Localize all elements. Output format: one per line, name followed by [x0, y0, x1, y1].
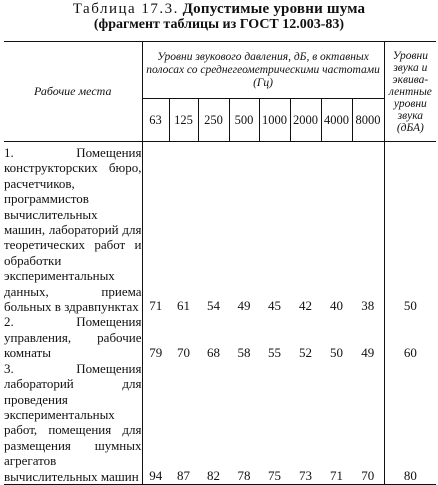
value-cell: 70 — [352, 361, 384, 485]
value-cell: 78 — [237, 467, 251, 483]
sound-pressure-header: Уровни звукового давления, дБ, в октавных полосах со среднегеометрическими частотами (Гц) — [142, 42, 384, 99]
frequency-header: 4000 — [321, 99, 352, 142]
work-place-cell: 1. Помещения конструкторских бюро, расчетчиков, программистов вычислительных машин, лабораторий для теоретических работ и обработки экспериментальных данных, приема больных в здравпунктах — [4, 142, 142, 315]
value-cell: 73 — [299, 467, 312, 483]
value-cell: 55 — [268, 345, 281, 361]
frequency-header: 1000 — [259, 99, 290, 142]
dba-cell: 80 — [403, 467, 417, 483]
work-places-header: Рабочие места — [4, 42, 142, 142]
value-cell: 87 — [177, 467, 190, 483]
table-row — [4, 314, 436, 360]
frequency-header: 8000 — [352, 99, 384, 142]
frequency-header: 63 — [142, 99, 169, 142]
header-row — [4, 42, 436, 99]
frequency-header: 250 — [198, 99, 229, 142]
value-cell: 49 — [237, 298, 251, 314]
caption-title: Допустимые уровни шума — [182, 1, 366, 17]
sound-level-dba-header: Уровни звука и эквива-лентные уровни звука (дБА) — [384, 42, 436, 142]
dba-cell: 50 — [403, 298, 417, 314]
dba-cell: 60 — [403, 345, 417, 361]
value-cell: 79 — [149, 345, 163, 361]
value-cell: 52 — [299, 345, 312, 361]
value-cell: 38 — [352, 142, 384, 315]
caption-subtitle: (фрагмент таблицы из ГОСТ 12.003-83) — [93, 17, 345, 32]
caption-label: Таблица 17.3. — [72, 1, 179, 17]
value-cell: 40 — [330, 298, 343, 314]
value-cell: 50 — [330, 345, 343, 361]
value-cell: 49 — [352, 314, 384, 360]
noise-levels-table — [4, 41, 436, 485]
value-cell: 75 — [268, 467, 281, 483]
table-row — [4, 361, 436, 485]
value-cell: 71 — [330, 467, 343, 483]
value-cell: 68 — [207, 345, 220, 361]
value-cell: 94 — [149, 467, 163, 483]
table-caption — [0, 1, 438, 33]
value-cell: 58 — [237, 345, 251, 361]
work-place-cell: 3. Помещения лабораторий для проведения экспериментальных работ, помещения для размещения шумных агрегатов вычислительных машин — [4, 360, 142, 484]
value-cell: 82 — [207, 467, 220, 483]
table-row — [4, 142, 436, 315]
value-cell: 70 — [177, 345, 190, 361]
value-cell: 71 — [149, 298, 163, 314]
value-cell: 54 — [207, 298, 220, 314]
work-place-cell: 2. Помещения управления, рабочие комнаты — [4, 314, 142, 361]
value-cell: 45 — [268, 298, 281, 314]
value-cell: 61 — [177, 298, 190, 314]
frequency-header: 2000 — [290, 99, 321, 142]
value-cell: 42 — [299, 298, 312, 314]
frequency-header: 500 — [229, 99, 259, 142]
caption-line — [0, 1, 438, 17]
frequency-header: 125 — [169, 99, 198, 142]
